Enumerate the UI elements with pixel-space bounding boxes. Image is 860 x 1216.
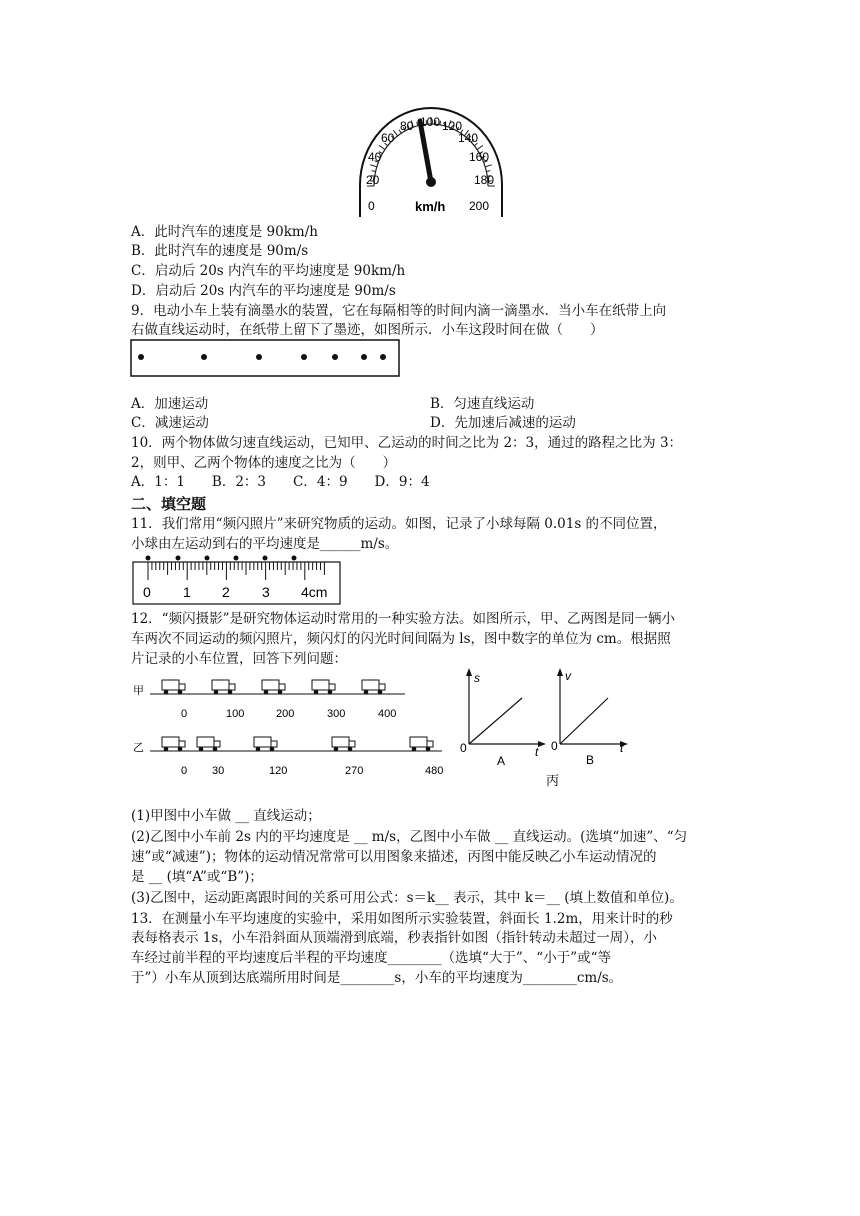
graph-a-name: A: [497, 754, 506, 768]
ruler-label-2: 2: [222, 584, 230, 600]
speedo-label-140: 140: [458, 131, 479, 145]
q10-stem-line2: 2，则甲、乙两个物体的速度之比为（ ）: [131, 455, 397, 471]
truck-yi-1: [197, 737, 220, 751]
speedo-label-0: 0: [368, 199, 375, 213]
row-label-yi: 乙: [133, 742, 144, 754]
q9-option-c: C．减速运动: [131, 415, 209, 431]
graph-a-origin: 0: [460, 741, 467, 755]
ruler-label-3: 3: [262, 584, 270, 600]
q9-stem-line2: 右做直线运动时，在纸带上留下了墨迹，如图所示．小车这段时间在做（ ）: [131, 322, 604, 338]
jia-pos-100: 100: [226, 708, 245, 720]
q13-stem-line2: 表每格表示 1s，小车沿斜面从顶端滑到底端，秒表指针如图（指针转动未超过一周），小: [131, 930, 658, 946]
truck-jia-0: [162, 680, 185, 694]
q8-option-d: D．启动后 20s 内汽车的平均速度是 90m/s: [131, 283, 396, 299]
q9-option-d: D．先加速后减速的运动: [430, 415, 576, 431]
q12-stem-line1: 12．“频闪摄影”是研究物体运动时常用的一种实验方法。如图所示，甲、乙两图是同一辆小: [131, 611, 675, 627]
q12-stem-line2: 车两次不同运动的频闪照片，频闪灯的闪光时间间隔为 ls，图中数字的单位为 cm。根据照: [131, 631, 671, 647]
q11-stem-line2: 小球由左运动到右的平均速度是______m/s。: [131, 536, 399, 552]
truck-jia-1: [212, 680, 235, 694]
graph-b-name: B: [586, 753, 595, 767]
speedo-label-180: 180: [474, 173, 495, 187]
q9-option-b: B．匀速直线运动: [430, 396, 535, 412]
graph-b-ylabel: v: [565, 669, 571, 683]
q8-option-c: C．启动后 20s 内汽车的平均速度是 90km/h: [131, 263, 406, 279]
truck-yi-2: [254, 737, 277, 751]
yi-pos-0: 0: [181, 765, 188, 777]
ruler-label-1: 1: [183, 584, 191, 600]
speedo-label-60: 60: [381, 131, 395, 145]
jia-pos-300: 300: [327, 708, 346, 720]
q8-option-a: A．此时汽车的速度是 90km/h: [131, 224, 318, 240]
yi-pos-480: 480: [425, 765, 444, 777]
q8-option-b: B．此时汽车的速度是 90m/s: [131, 243, 309, 259]
yi-pos-30: 30: [212, 765, 225, 777]
q12-answer-2c: 是 __ (填“A”或“B”)；: [131, 869, 263, 885]
jia-pos-0: 0: [181, 708, 188, 720]
q10-stem-line1: 10．两个物体做匀速直线运动，已知甲、乙运动的时间之比为 2：3，通过的路程之比为 3：: [131, 435, 683, 451]
row-label-jia: 甲: [133, 685, 144, 697]
q13-stem-line4: 于”）小车从顶到达底端所用时间是________s，小车的平均速度为________cm/s。: [131, 970, 623, 986]
q11-stem-line1: 11．我们常用“频闪照片”来研究物质的运动。如图，记录了小球每隔 0.01s 的不同位置，: [131, 516, 667, 532]
q9-stem-line1: 9．电动小车上装有滴墨水的装置，它在每隔相等的时间内滴一滴墨水．当小车在纸带上向: [131, 303, 667, 319]
jia-pos-200: 200: [276, 708, 295, 720]
truck-yi-4: [410, 737, 433, 751]
speedo-label-80: 80: [400, 119, 414, 133]
q12-answer-1: (1)甲图中小车做 __ 直线运动；: [131, 808, 321, 824]
graph-b-xlabel: t: [620, 741, 624, 755]
speedo-label-100: 100: [420, 115, 441, 129]
speedo-label-160: 160: [469, 150, 490, 164]
truck-jia-2: [262, 680, 285, 694]
q12-answer-2b: 速”或“减速”)；物体的运动情况常常可以用图象来描述，丙图中能反映乙小车运动情况的: [131, 849, 657, 865]
speedo-unit: km/h: [415, 199, 446, 214]
truck-jia-4: [362, 680, 385, 694]
speedo-label-120: 120: [442, 119, 463, 133]
q13-stem-line3: 车经过前半程的平均速度后半程的平均速度________（选填“大于”、“小于”或“等: [131, 950, 612, 966]
q12-stem-line3: 片记录的小车位置，回答下列问题：: [131, 651, 347, 667]
speedo-label-20: 20: [366, 173, 380, 187]
graph-a-ylabel: s: [474, 671, 480, 685]
q9-option-a: A．加速运动: [131, 396, 209, 412]
truck-yi-0: [162, 737, 185, 751]
truck-yi-3: [332, 737, 355, 751]
figure-caption-bing: 丙: [546, 773, 560, 788]
ruler-label-4cm: 4cm: [301, 584, 328, 600]
jia-pos-400: 400: [378, 708, 397, 720]
section-title-fill-in: 二、填空题: [131, 495, 207, 513]
yi-pos-120: 120: [269, 765, 288, 777]
ruler-label-0: 0: [143, 584, 151, 600]
graph-b-origin: 0: [551, 739, 558, 753]
yi-pos-270: 270: [345, 765, 364, 777]
q13-stem-line1: 13．在测量小车平均速度的实验中，采用如图所示实验装置，斜面长 1.2m，用来计时的秒: [131, 911, 673, 927]
speedo-label-40: 40: [368, 150, 382, 164]
q10-options: A．1：1 B．2：3 C．4：9 D．9：4: [131, 474, 430, 490]
q12-answer-3: (3)乙图中，运动距离跟时间的关系可用公式：s＝k__ 表示，其中 k＝__ (填上数值和单位)。: [131, 890, 683, 906]
speedo-label-200: 200: [469, 199, 490, 213]
q12-answer-2a: (2)乙图中小车前 2s 内的平均速度是 __ m/s，乙图中小车做 __ 直线运动。(选填“加速”、“匀: [131, 829, 688, 845]
truck-jia-3: [312, 680, 335, 694]
graph-a-xlabel: t: [535, 745, 539, 759]
